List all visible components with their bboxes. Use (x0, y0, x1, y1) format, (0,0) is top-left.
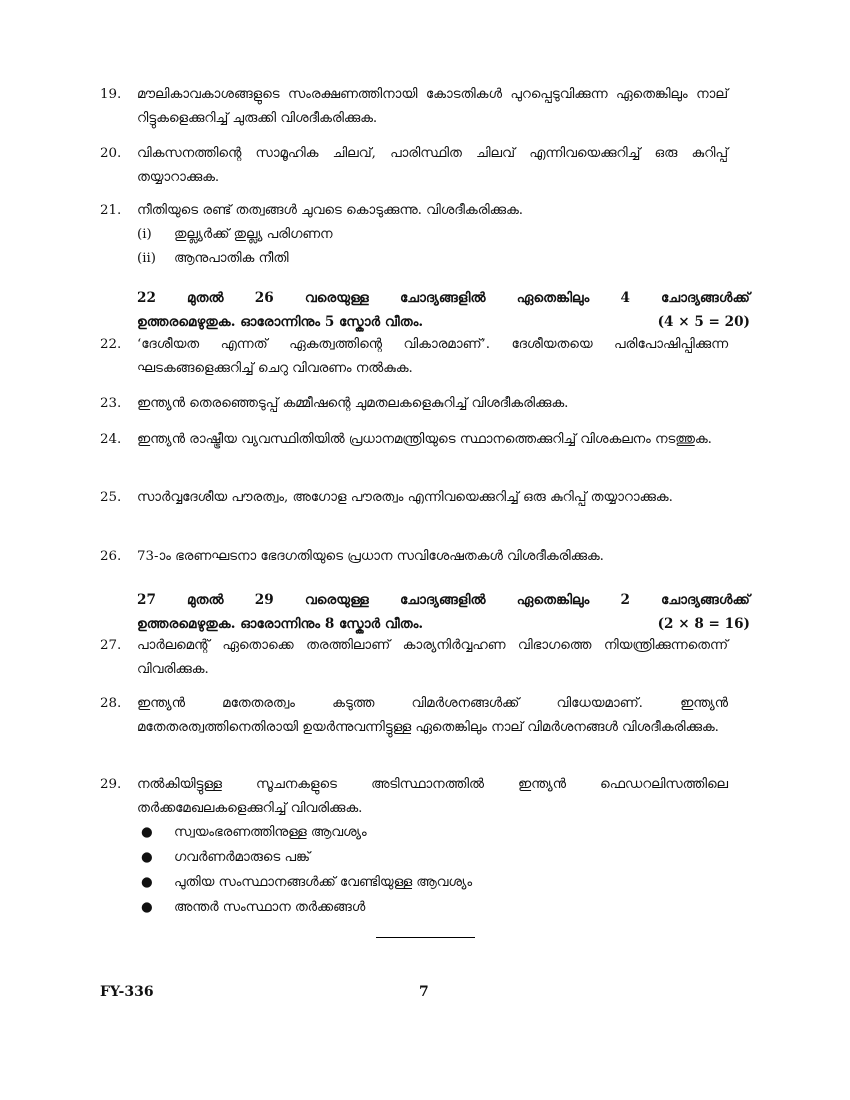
bullet-item (137, 846, 728, 871)
page-number: 7 (419, 984, 429, 1000)
question-22 (100, 333, 728, 381)
question-number: 21. (100, 203, 122, 218)
section-instruction-line: ഉത്തരമെഴുതുക. ഓരോന്നിനും 5 സ്കോർ വീതം. (137, 314, 424, 330)
bullet-text: അന്തർ സംസ്ഥാന തർക്കങ്ങൾ (174, 900, 366, 915)
question-number: 24. (100, 432, 122, 447)
sub-item-text: തുല്ല്യർക്ക് തുല്ല്യ പരിഗണന (174, 227, 333, 242)
sub-item (137, 247, 728, 271)
sub-item-text: ആനുപാതിക നീതി (174, 251, 289, 266)
question-24 (100, 428, 728, 452)
section-marks: (2 × 8 = 16) (657, 616, 750, 632)
bullet-item (137, 871, 728, 896)
section-instruction-line: 22 മുതൽ 26 വരെയുള്ള ചോദ്യങ്ങളിൽ ഏതെങ്കിലും 4 ചോദ്യങ്ങൾക്ക് (137, 290, 750, 306)
question-number: 26. (100, 549, 122, 564)
question-number: 22. (100, 337, 122, 352)
question-26 (100, 545, 728, 569)
bullet-icon: ● (141, 850, 153, 865)
question-29 (100, 773, 728, 921)
question-number: 19. (100, 87, 122, 102)
question-20 (100, 142, 728, 190)
bullet-icon: ● (141, 900, 153, 915)
bullet-text: ഗവർണർമാരുടെ പങ്ക് (174, 850, 310, 865)
sub-item-label: (ii) (137, 251, 157, 266)
section-marks: (4 × 5 = 20) (657, 314, 750, 330)
question-text: ‘ദേശീയത എന്നത് ഏകത്വത്തിന്റെ വികാരമാണ്’. ദേശീയതയെ പരിപോഷിപ്പിക്കുന്ന ഘടകങ്ങളെക്കുറിച്ച് ചെറു വിവരണം നൽകുക. (137, 337, 728, 376)
question-text: പാർലമെന്റ് ഏതൊക്കെ തരത്തിലാണ് കാര്യനിർവ്വഹണ വിഭാഗത്തെ നിയന്ത്രിക്കുന്നതെന്ന് വിവരിക്കുക. (137, 638, 728, 677)
bullet-item (137, 896, 728, 921)
question-text: സാർവ്വദേശീയ പൗരത്വം, അഗോള പൗരത്വം എന്നിവയെക്കുറിച്ച് ഒരു കുറിപ്പ് തയ്യാറാക്കുക. (137, 490, 673, 505)
question-number: 28. (100, 696, 122, 711)
question-23 (100, 392, 728, 416)
section-instruction-line: 27 മുതൽ 29 വരെയുള്ള ചോദ്യങ്ങളിൽ ഏതെങ്കിലും 2 ചോദ്യങ്ങൾക്ക് (137, 592, 750, 608)
sub-item (137, 223, 728, 247)
bullet-text: പുതിയ സംസ്ഥാനങ്ങൾക്ക് വേണ്ടിയുള്ള ആവശ്യം (174, 875, 473, 890)
question-text: നൽകിയിട്ടുള്ള സൂചനകളുടെ അടിസ്ഥാനത്തിൽ ഇന്ത്യൻ ഫെഡറലിസത്തിലെ തർക്കമേഖലകളെക്കുറിച്ച് വിവരിക്കുക. (137, 777, 728, 816)
question-text: ഇന്ത്യൻ മതേതരത്വം കടുത്ത വിമർശനങ്ങൾക്ക് വിധേയമാണ്. ഇന്ത്യൻ മതേതരത്വത്തിനെതിരായി ഉയർന്നുവന്നിട്ടുള്ള ഏതെങ്കിലും നാല് വിമർശനങ്ങൾ വിശദീകരിക്കുക. (137, 696, 728, 735)
question-21 (100, 199, 728, 271)
question-text: മൗലികാവകാശങ്ങളുടെ സംരക്ഷണത്തിനായി കോടതികൾ പുറപ്പെടുവിക്കുന്ന ഏതെങ്കിലും നാല് റിട്ടുകളെക്കുറിച്ച് ചുരുക്കി വിശദീകരിക്കുക. (137, 87, 728, 126)
question-number: 25. (100, 490, 122, 505)
question-25 (100, 486, 728, 510)
bullet-icon: ● (141, 875, 153, 890)
section-instruction-1 (137, 286, 750, 334)
question-28 (100, 692, 728, 740)
question-text: 73-ാം ഭരണഘടനാ ഭേദഗതിയുടെ പ്രധാന സവിശേഷതകൾ വിശദീകരിക്കുക. (137, 549, 604, 564)
question-19 (100, 83, 728, 131)
question-text: ഇന്ത്യൻ തെരഞ്ഞെടുപ്പ് കമ്മീഷന്റെ ചുമതലകളെകുറിച്ച് വിശദീകരിക്കുക. (137, 396, 569, 411)
question-number: 29. (100, 777, 122, 792)
end-divider (376, 937, 475, 938)
bullet-icon: ● (141, 825, 153, 840)
question-text: വികസനത്തിന്റെ സാമൂഹിക ചിലവ്, പാരിസ്ഥിത ചിലവ് എന്നിവയെക്കുറിച്ച് ഒരു കുറിപ്പ് തയ്യാറാക്കുക. (137, 146, 728, 185)
question-number: 20. (100, 146, 122, 161)
question-number: 27. (100, 638, 122, 653)
question-27 (100, 634, 728, 682)
sub-item-label: (i) (137, 227, 152, 242)
paper-code: FY-336 (100, 984, 154, 1000)
section-instruction-2 (137, 588, 750, 636)
question-text: ഇന്ത്യൻ രാഷ്ട്രീയ വ്യവസ്ഥിതിയിൽ പ്രധാനമന്ത്രിയുടെ സ്ഥാനത്തെക്കുറിച്ച് വിശകലനം നടത്തുക. (137, 432, 712, 447)
question-text: നീതിയുടെ രണ്ട് തത്വങ്ങൾ ചുവടെ കൊടുക്കുന്നു. വിശദീകരിക്കുക. (137, 203, 523, 218)
bullet-item (137, 821, 728, 846)
bullet-text: സ്വയംഭരണത്തിനുള്ള ആവശ്യം (174, 825, 367, 840)
section-instruction-line: ഉത്തരമെഴുതുക. ഓരോന്നിനും 8 സ്കോർ വീതം. (137, 616, 424, 632)
question-number: 23. (100, 396, 122, 411)
